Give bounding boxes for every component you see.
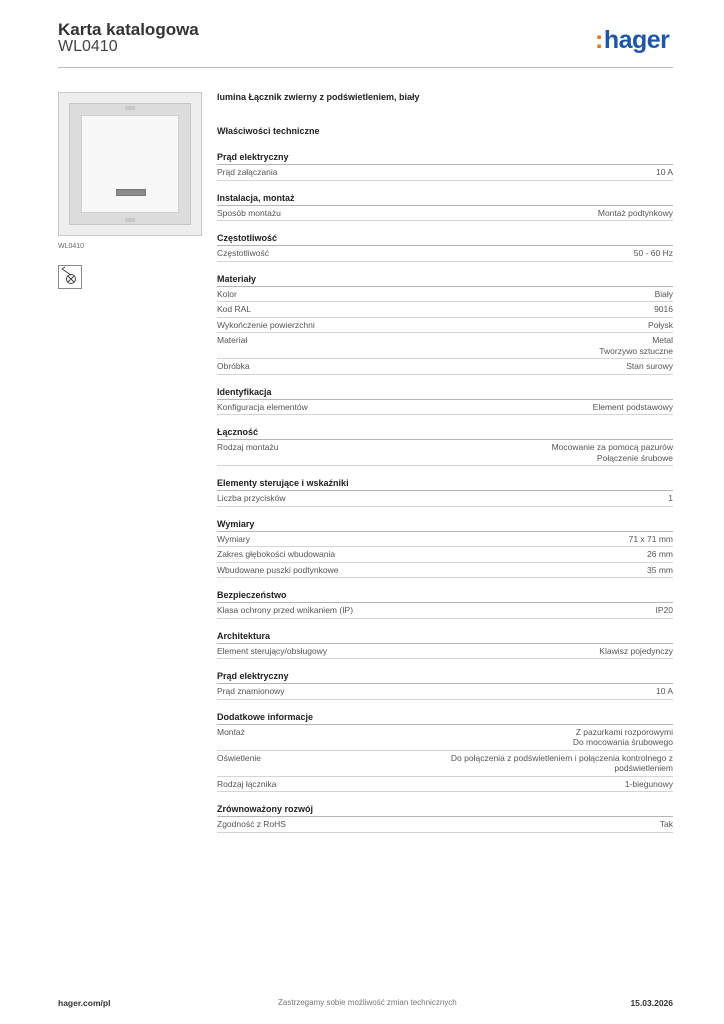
spec-row — [217, 547, 673, 563]
spec-row — [217, 777, 673, 793]
spec-group — [217, 802, 673, 833]
footer-date: 15.03.2026 — [630, 998, 673, 1008]
backlit-switch-symbol-icon — [58, 265, 82, 289]
spec-group-title: Bezpieczeństwo — [217, 588, 673, 603]
spec-group-title: Prąd elektryczny — [217, 669, 673, 684]
spec-row — [217, 206, 673, 222]
switch-frame — [69, 103, 191, 225]
spec-value: Metal Tworzywo sztuczne — [599, 335, 673, 356]
spec-group-title: Instalacja, montaż — [217, 191, 673, 206]
spec-label: Materiał — [217, 335, 248, 345]
spec-group — [217, 588, 673, 619]
spec-group — [217, 476, 673, 507]
spec-value: Połysk — [647, 319, 673, 330]
spec-label: Rodzaj montażu — [217, 442, 279, 452]
section-title: Właściwości techniczne — [217, 126, 320, 136]
spec-row — [217, 725, 673, 751]
spec-row — [217, 318, 673, 334]
spec-label: Wykończenie powierzchni — [217, 319, 315, 330]
spec-group — [217, 425, 673, 466]
spec-group — [217, 629, 673, 660]
spec-value: Element podstawowy — [592, 401, 673, 412]
spec-label: Wymiary — [217, 533, 250, 544]
spec-value: Mocowanie za pomocą pazurów Połączenie śrubowe — [551, 442, 673, 463]
spec-row — [217, 302, 673, 318]
product-image — [58, 92, 202, 236]
spec-label: Rodzaj łącznika — [217, 778, 277, 789]
spec-group — [217, 385, 673, 416]
spec-row — [217, 400, 673, 416]
frame-notch — [125, 106, 135, 110]
spec-value: Stan surowy — [626, 361, 673, 371]
switch-rocker — [81, 115, 179, 213]
spec-row — [217, 684, 673, 700]
spec-label: Częstotliwość — [217, 248, 269, 258]
spec-group — [217, 231, 673, 262]
spec-group — [217, 517, 673, 579]
spec-value: 71 x 71 mm — [628, 533, 673, 544]
spec-row — [217, 603, 673, 619]
spec-label: Prąd znamionowy — [217, 686, 285, 696]
spec-group — [217, 669, 673, 700]
spec-value: Tak — [659, 819, 673, 829]
spec-label: Konfiguracja elementów — [217, 401, 308, 412]
spec-label: Montaż — [217, 726, 245, 737]
spec-row — [217, 532, 673, 548]
spec-row — [217, 563, 673, 579]
spec-row — [217, 817, 673, 833]
spec-label: Kod RAL — [217, 304, 252, 314]
spec-value: 10 A — [655, 167, 673, 177]
page-title: Karta katalogowa — [58, 20, 199, 39]
spec-value: 35 mm — [647, 564, 673, 575]
spec-group-title: Elementy sterujące i wskaźniki — [217, 476, 673, 491]
spec-label: Wbudowane puszki podtynkowe — [217, 564, 339, 575]
spec-row — [217, 751, 673, 777]
spec-group — [217, 710, 673, 793]
spec-value: Montaż podtynkowy — [597, 207, 673, 218]
image-caption: WL0410 — [58, 243, 85, 250]
spec-group — [217, 191, 673, 222]
spec-row — [217, 333, 673, 359]
spec-label: Sposób montażu — [217, 207, 281, 218]
spec-value: Klawisz pojedynczy — [599, 645, 673, 656]
spec-label: Element sterujący/obsługowy — [217, 645, 328, 656]
spec-value: Z pazurkami rozporowymi Do mocowania śrubowego — [572, 726, 673, 747]
spec-group-title: Zrównoważony rozwój — [217, 802, 673, 817]
spec-group-title: Materiały — [217, 272, 673, 287]
spec-value: Do połączenia z podświetleniem i połączenia kontrolnego z podświetleniem — [450, 752, 673, 773]
spec-label: Kolor — [217, 288, 237, 299]
spec-value: IP20 — [655, 605, 673, 615]
spec-value: 1-biegunowy — [624, 778, 673, 789]
spec-row — [217, 491, 673, 507]
footer-disclaimer: Zastrzegamy sobie możliwość zmian technicznych — [278, 998, 457, 1007]
spec-label: Zakres głębokości wbudowania — [217, 549, 336, 559]
spec-group-title: Prąd elektryczny — [217, 150, 673, 165]
spec-value: 26 mm — [647, 549, 673, 559]
spec-value: 10 A — [655, 686, 673, 696]
spec-row — [217, 246, 673, 262]
specification-content — [217, 92, 673, 833]
spec-value: 1 — [668, 493, 673, 503]
spec-value: 9016 — [654, 304, 673, 314]
spec-value: Biały — [654, 288, 673, 299]
spec-group-title: Częstotliwość — [217, 231, 673, 246]
spec-group — [217, 272, 673, 375]
spec-row — [217, 287, 673, 303]
spec-row — [217, 359, 673, 375]
hager-logo — [595, 26, 669, 55]
led-indicator — [116, 189, 146, 196]
spec-row — [217, 644, 673, 660]
spec-row — [217, 165, 673, 181]
spec-group-title: Dodatkowe informacje — [217, 710, 673, 725]
spec-label: Prąd załączania — [217, 167, 278, 177]
spec-group-title: Wymiary — [217, 517, 673, 532]
footer-website: hager.com/pl — [58, 998, 111, 1008]
logo-mark: : — [595, 26, 603, 54]
frame-notch — [125, 218, 135, 222]
spec-groups — [217, 150, 673, 833]
product-code: WL0410 — [58, 38, 118, 55]
spec-row — [217, 440, 673, 466]
spec-label: Zgodność z RoHS — [217, 819, 286, 829]
product-title: lumina Łącznik zwierny z podświetleniem, biały — [217, 92, 420, 102]
spec-label: Klasa ochrony przed wnikaniem (IP) — [217, 605, 354, 615]
spec-label: Obróbka — [217, 361, 250, 371]
spec-label: Oświetlenie — [217, 752, 261, 763]
spec-group-title: Identyfikacja — [217, 385, 673, 400]
logo-text: hager — [603, 26, 670, 54]
spec-value: 50 - 60 Hz — [633, 248, 673, 258]
spec-group — [217, 150, 673, 181]
header-divider — [58, 67, 673, 68]
spec-group-title: Łączność — [217, 425, 673, 440]
spec-group-title: Architektura — [217, 629, 673, 644]
spec-label: Liczba przycisków — [217, 493, 286, 503]
